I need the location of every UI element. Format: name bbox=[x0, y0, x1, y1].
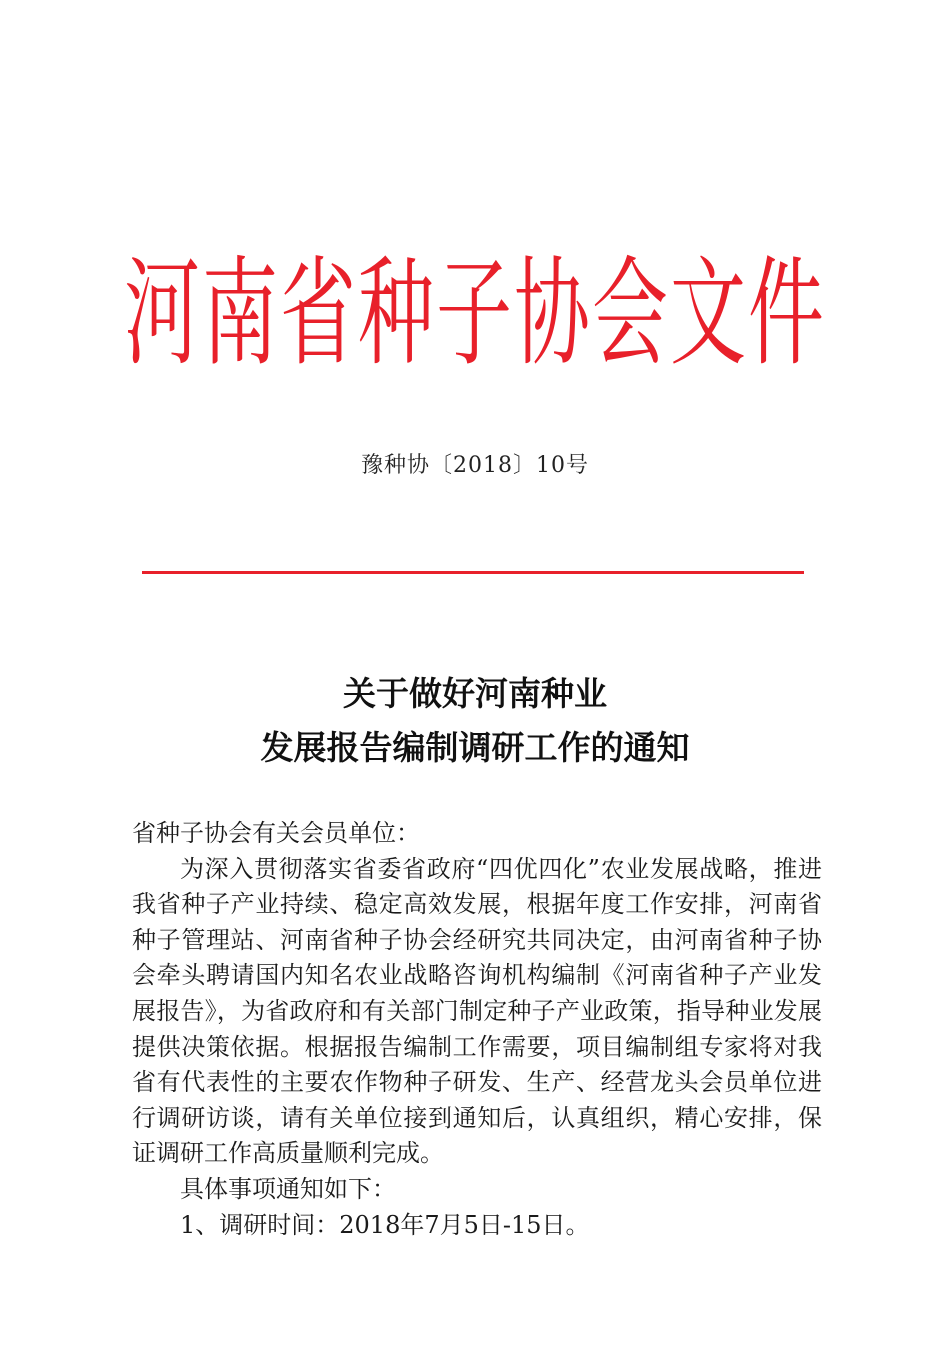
notice-title-line-1: 关于做好河南种业 bbox=[343, 674, 607, 713]
red-divider-line bbox=[142, 571, 804, 574]
notice-title-line-2: 发展报告编制调研工作的通知 bbox=[260, 728, 690, 767]
body-paragraph-2: 具体事项通知如下： bbox=[180, 1174, 396, 1203]
masthead-title: 河南省种子协会文件 bbox=[124, 243, 826, 382]
body-paragraph-1: 为深入贯彻落实省委省政府“四优四化”农业发展战略，推进我省种子产业持续、稳定高效发展，根据年度工作安排，河南省种子管理站、河南省种子协会经研究共同决定，由河南省种子协会牵头聘请国内知名农业战略咨询机构编制《河南省种子产业发展报告》，为省政府和有关部门制定种子产业政策，指导种业发展提供决策依据。根据报告编制工作需要，项目编制组专家将对我省有代表性的主要农作物种子研发、生产、经营龙头会员单位进行调研访谈，请有关单位接到通知后，认真组织，精心安排，保证调研工作高质量顺利完成。 bbox=[132, 854, 822, 1168]
document-number: 豫种协〔2018〕10号 bbox=[361, 453, 589, 478]
body-item-1: 1、调研时间：2018年7月5日-15日。 bbox=[180, 1210, 590, 1239]
notice-body bbox=[132, 816, 822, 1243]
salutation: 省种子协会有关会员单位： bbox=[132, 819, 420, 847]
